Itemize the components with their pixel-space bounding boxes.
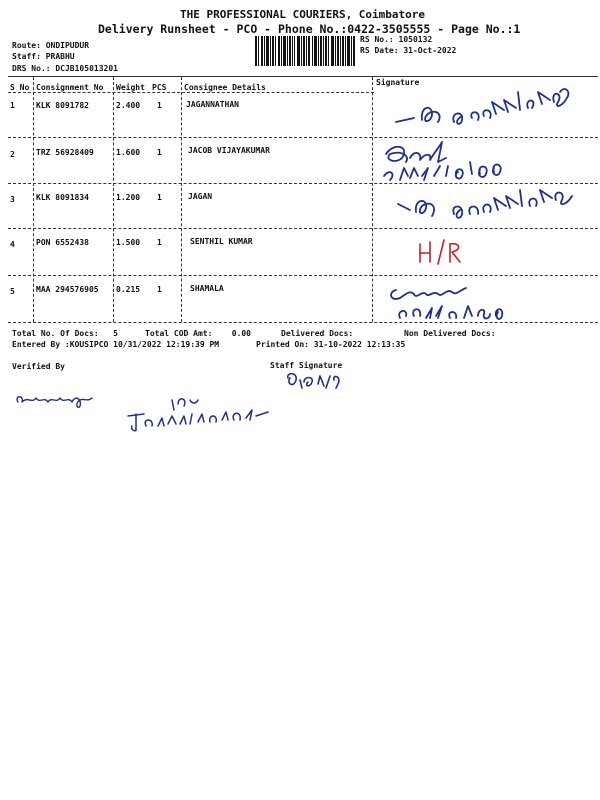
row-1-consignee: JAGANNATHAN [186,100,239,109]
column-divider [33,77,34,322]
row-5-weight: 0.215 [116,285,141,294]
column-divider [113,77,114,322]
column-header-pcs: PCS [152,83,167,92]
entered-by: Entered By :KOUSIPCO 10/31/2022 12:19:39 PM [12,340,220,349]
row-1-weight: 2.400 [116,101,141,110]
non-delivered-docs: Non Delivered Docs: [404,329,496,338]
signature-2-handwriting [380,140,530,184]
route-label: Route: ONDIPUDUR [12,41,90,50]
verified-by-label: Verified By [12,362,65,371]
hr-remark-handwriting [414,238,466,268]
row-4-sno: 4 [10,240,15,249]
row-3-weight: 1.200 [116,193,141,202]
total-docs: Total No. Of Docs: 5 [12,329,118,338]
row-separator [8,228,598,229]
row-3-pcs: 1 [157,193,162,202]
signature-1-handwriting [392,82,592,132]
table-top-rule [8,76,598,77]
verifier-signature-handwriting [14,390,94,410]
row-5-consignee: SHAMALA [190,284,224,293]
barcode-image [255,36,355,66]
drs-number: DRS No.: DCJB105013201 [12,64,118,73]
row-4-weight: 1.500 [116,238,141,247]
row-2-consignee: JACOB VIJAYAKUMAR [188,146,270,155]
row-4-consignee: SENTHIL KUMAR [190,237,253,246]
row-2-pcs: 1 [157,148,162,157]
row-5-sno: 5 [10,287,15,296]
row-4-consignment: PON 6552438 [36,238,89,247]
staff-signature-handwriting [284,370,344,392]
row-4-pcs: 1 [157,238,162,247]
row-2-weight: 1.600 [116,148,141,157]
row-3-consignment: KLK 8091834 [36,193,89,202]
row-2-consignment: TRZ 56928409 [36,148,94,157]
second-verifier-signature-handwriting [122,392,272,434]
column-header-consignment: Consignment No [36,83,104,92]
staff-label: Staff: PRABHU [12,52,75,61]
company-line: THE PROFESSIONAL COURIERS, Coimbatore [180,8,426,21]
row-5-consignment: MAA 294576905 [36,285,99,294]
column-header-sno: S No [10,83,30,92]
column-header-weight: Weight [116,83,145,92]
column-header-consignee: Consignee Details [184,83,266,92]
delivered-docs: Delivered Docs: [281,329,354,338]
row-separator [8,137,598,138]
signature-5-handwriting [386,276,516,324]
rs-date: RS Date: 31-Oct-2022 [360,46,457,55]
row-3-consignee: JAGAN [188,192,213,201]
column-header-signature: Signature [376,78,420,87]
column-divider [372,77,373,322]
staff-signature-label: Staff Signature [270,361,343,370]
signature-3-handwriting [394,184,584,226]
printed-on: Printed On: 31-10-2022 12:13:35 [256,340,406,349]
column-divider [181,77,182,322]
table-header-rule [8,92,374,93]
row-2-sno: 2 [10,150,15,159]
row-1-consignment: KLK 8091782 [36,101,89,110]
row-3-sno: 3 [10,195,15,204]
row-1-pcs: 1 [157,101,162,110]
runsheet-title: Delivery Runsheet - PCO - Phone No.:0422-3505555 - Page No.:1 [98,22,521,36]
total-cod: Total COD Amt: 0.00 [145,329,251,338]
rs-number: RS No.: 1050132 [360,35,433,44]
row-1-sno: 1 [10,101,15,110]
row-5-pcs: 1 [157,285,162,294]
